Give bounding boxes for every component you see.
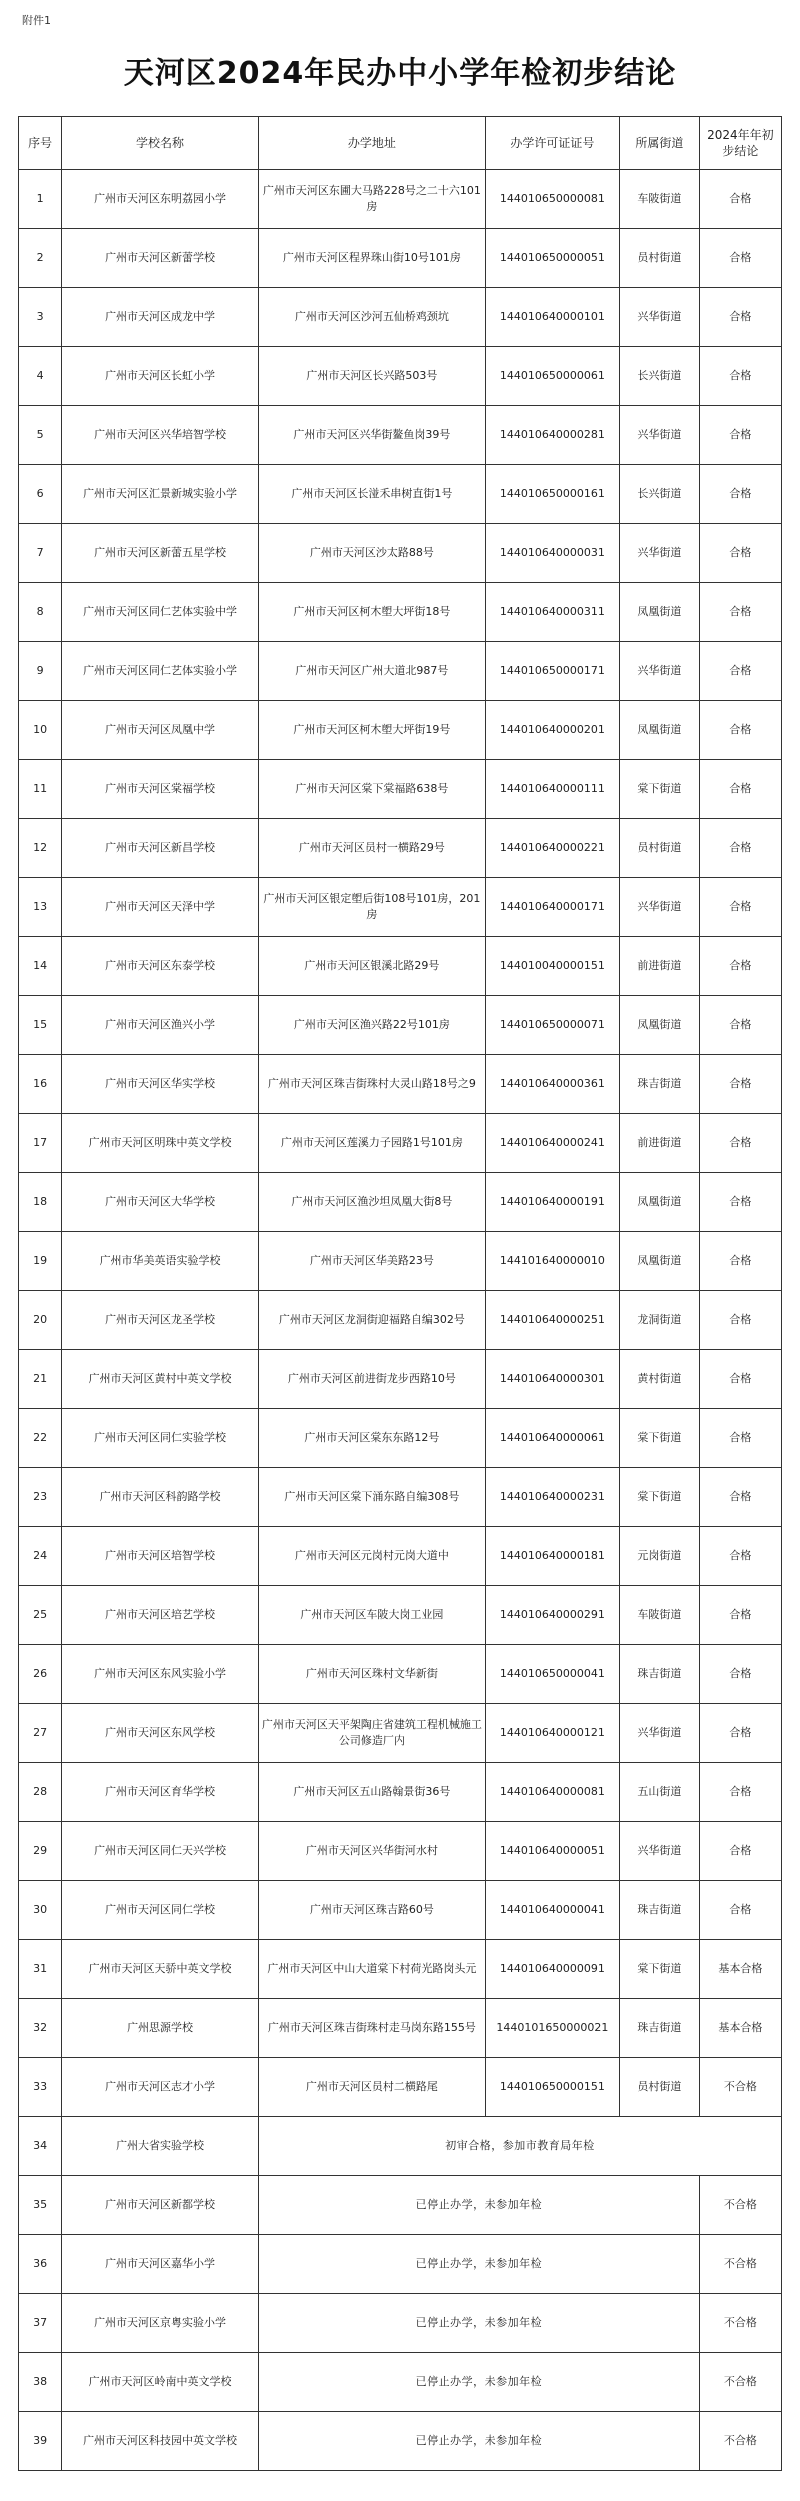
cell-address: 广州市天河区程界珠山街10号101房 bbox=[258, 229, 485, 288]
cell-license: 144010650000071 bbox=[485, 996, 619, 1055]
cell-street: 五山街道 bbox=[619, 1763, 699, 1822]
cell-index: 33 bbox=[19, 2058, 62, 2117]
cell-result: 合格 bbox=[699, 878, 781, 937]
cell-result: 合格 bbox=[699, 347, 781, 406]
cell-address: 广州市天河区珠吉路60号 bbox=[258, 1881, 485, 1940]
cell-license: 144010640000251 bbox=[485, 1291, 619, 1350]
cell-result: 合格 bbox=[699, 1645, 781, 1704]
cell-result: 合格 bbox=[699, 1704, 781, 1763]
cell-address: 广州市天河区银溪北路29号 bbox=[258, 937, 485, 996]
cell-index: 23 bbox=[19, 1468, 62, 1527]
cell-address: 广州市天河区棠下涌东路自编308号 bbox=[258, 1468, 485, 1527]
cell-street: 棠下街道 bbox=[619, 1468, 699, 1527]
table-row bbox=[19, 1527, 782, 1586]
cell-index: 25 bbox=[19, 1586, 62, 1645]
table-row bbox=[19, 1232, 782, 1291]
table-row bbox=[19, 170, 782, 229]
header-index: 序号 bbox=[19, 117, 62, 170]
header-street: 所属街道 bbox=[619, 117, 699, 170]
cell-index: 2 bbox=[19, 229, 62, 288]
cell-index: 29 bbox=[19, 1822, 62, 1881]
table-row bbox=[19, 1822, 782, 1881]
cell-school-name: 广州市天河区同仁艺体实验中学 bbox=[62, 583, 259, 642]
cell-index: 26 bbox=[19, 1645, 62, 1704]
cell-street: 兴华街道 bbox=[619, 1822, 699, 1881]
table-header-row bbox=[19, 117, 782, 170]
cell-school-name: 广州市天河区汇景新城实验小学 bbox=[62, 465, 259, 524]
cell-school-name: 广州市天河区长虹小学 bbox=[62, 347, 259, 406]
cell-school-name: 广州市天河区黄村中英文学校 bbox=[62, 1350, 259, 1409]
cell-street: 珠吉街道 bbox=[619, 1881, 699, 1940]
cell-license: 144101640000010 bbox=[485, 1232, 619, 1291]
cell-street: 兴华街道 bbox=[619, 1704, 699, 1763]
cell-street: 长兴街道 bbox=[619, 465, 699, 524]
cell-result: 不合格 bbox=[699, 2058, 781, 2117]
cell-result: 合格 bbox=[699, 1881, 781, 1940]
cell-address: 广州市天河区棠东东路12号 bbox=[258, 1409, 485, 1468]
cell-index: 11 bbox=[19, 760, 62, 819]
cell-index: 28 bbox=[19, 1763, 62, 1822]
cell-result: 合格 bbox=[699, 465, 781, 524]
cell-license: 144010640000301 bbox=[485, 1350, 619, 1409]
cell-license: 144010650000041 bbox=[485, 1645, 619, 1704]
cell-result: 基本合格 bbox=[699, 1940, 781, 1999]
cell-result: 合格 bbox=[699, 1291, 781, 1350]
cell-street: 凤凰街道 bbox=[619, 1173, 699, 1232]
cell-license: 144010650000151 bbox=[485, 2058, 619, 2117]
cell-index: 21 bbox=[19, 1350, 62, 1409]
cell-school-name: 广州大省实验学校 bbox=[62, 2117, 259, 2176]
cell-index: 22 bbox=[19, 1409, 62, 1468]
table-row bbox=[19, 1881, 782, 1940]
cell-result: 合格 bbox=[699, 1173, 781, 1232]
cell-index: 24 bbox=[19, 1527, 62, 1586]
cell-school-name: 广州市天河区东风实验小学 bbox=[62, 1645, 259, 1704]
cell-index: 30 bbox=[19, 1881, 62, 1940]
cell-note: 已停止办学，未参加年检 bbox=[258, 2353, 699, 2412]
cell-index: 34 bbox=[19, 2117, 62, 2176]
table-body bbox=[19, 170, 782, 2471]
cell-address: 广州市天河区广州大道北987号 bbox=[258, 642, 485, 701]
cell-school-name: 广州市天河区京粤实验小学 bbox=[62, 2294, 259, 2353]
cell-license: 144010640000181 bbox=[485, 1527, 619, 1586]
table-row bbox=[19, 1645, 782, 1704]
cell-school-name: 广州市天河区同仁实验学校 bbox=[62, 1409, 259, 1468]
cell-address: 广州市天河区长兴路503号 bbox=[258, 347, 485, 406]
table-row bbox=[19, 996, 782, 1055]
cell-index: 8 bbox=[19, 583, 62, 642]
cell-license: 144010640000081 bbox=[485, 1763, 619, 1822]
cell-result: 合格 bbox=[699, 524, 781, 583]
cell-school-name: 广州市天河区科韵路学校 bbox=[62, 1468, 259, 1527]
cell-license: 1440101650000021 bbox=[485, 1999, 619, 2058]
cell-result: 合格 bbox=[699, 1114, 781, 1173]
table-row bbox=[19, 1763, 782, 1822]
cell-street: 兴华街道 bbox=[619, 288, 699, 347]
cell-street: 兴华街道 bbox=[619, 878, 699, 937]
cell-index: 9 bbox=[19, 642, 62, 701]
cell-index: 10 bbox=[19, 701, 62, 760]
cell-index: 4 bbox=[19, 347, 62, 406]
cell-address: 广州市天河区东圃大马路228号之二十六101房 bbox=[258, 170, 485, 229]
cell-school-name: 广州市天河区育华学校 bbox=[62, 1763, 259, 1822]
cell-school-name: 广州市天河区天骄中英文学校 bbox=[62, 1940, 259, 1999]
cell-school-name: 广州市天河区渔兴小学 bbox=[62, 996, 259, 1055]
cell-school-name: 广州市华美英语实验学校 bbox=[62, 1232, 259, 1291]
table-row bbox=[19, 406, 782, 465]
cell-license: 144010640000031 bbox=[485, 524, 619, 583]
cell-school-name: 广州市天河区棠福学校 bbox=[62, 760, 259, 819]
cell-license: 144010640000191 bbox=[485, 1173, 619, 1232]
cell-note: 已停止办学，未参加年检 bbox=[258, 2294, 699, 2353]
table-row bbox=[19, 1291, 782, 1350]
cell-license: 144010640000111 bbox=[485, 760, 619, 819]
table-row bbox=[19, 1704, 782, 1763]
cell-index: 39 bbox=[19, 2412, 62, 2471]
cell-street: 员村街道 bbox=[619, 819, 699, 878]
table-row bbox=[19, 1409, 782, 1468]
cell-address: 广州市天河区沙河五仙桥鸡颈坑 bbox=[258, 288, 485, 347]
cell-school-name: 广州市天河区新蕾学校 bbox=[62, 229, 259, 288]
cell-school-name: 广州市天河区培艺学校 bbox=[62, 1586, 259, 1645]
cell-index: 36 bbox=[19, 2235, 62, 2294]
cell-address: 广州市天河区渔兴路22号101房 bbox=[258, 996, 485, 1055]
table-row bbox=[19, 2353, 782, 2412]
cell-school-name: 广州市天河区华实学校 bbox=[62, 1055, 259, 1114]
cell-result: 合格 bbox=[699, 1232, 781, 1291]
cell-note: 已停止办学，未参加年检 bbox=[258, 2235, 699, 2294]
cell-result: 不合格 bbox=[699, 2235, 781, 2294]
cell-note: 已停止办学，未参加年检 bbox=[258, 2412, 699, 2471]
cell-street: 车陂街道 bbox=[619, 170, 699, 229]
cell-school-name: 广州市天河区新蕾五星学校 bbox=[62, 524, 259, 583]
cell-school-name: 广州思源学校 bbox=[62, 1999, 259, 2058]
cell-school-name: 广州市天河区培智学校 bbox=[62, 1527, 259, 1586]
cell-address: 广州市天河区棠下棠福路638号 bbox=[258, 760, 485, 819]
cell-address: 广州市天河区中山大道棠下村荷光路岗头元 bbox=[258, 1940, 485, 1999]
cell-license: 144010640000201 bbox=[485, 701, 619, 760]
cell-index: 35 bbox=[19, 2176, 62, 2235]
cell-result: 合格 bbox=[699, 996, 781, 1055]
cell-school-name: 广州市天河区兴华培智学校 bbox=[62, 406, 259, 465]
cell-index: 5 bbox=[19, 406, 62, 465]
cell-result: 合格 bbox=[699, 583, 781, 642]
cell-school-name: 广州市天河区天泽中学 bbox=[62, 878, 259, 937]
page-title: 天河区2024年民办中小学年检初步结论 bbox=[123, 56, 677, 91]
cell-index: 7 bbox=[19, 524, 62, 583]
inspection-table bbox=[18, 116, 782, 2471]
cell-license: 144010650000081 bbox=[485, 170, 619, 229]
cell-address: 广州市天河区珠吉街珠村走马岗东路155号 bbox=[258, 1999, 485, 2058]
table-row bbox=[19, 1114, 782, 1173]
cell-result: 合格 bbox=[699, 819, 781, 878]
cell-result: 合格 bbox=[699, 760, 781, 819]
cell-address: 广州市天河区莲溪力子园路1号101房 bbox=[258, 1114, 485, 1173]
cell-street: 兴华街道 bbox=[619, 642, 699, 701]
cell-address: 广州市天河区车陂大岗工业园 bbox=[258, 1586, 485, 1645]
cell-address: 广州市天河区珠吉街珠村大灵山路18号之9 bbox=[258, 1055, 485, 1114]
cell-school-name: 广州市天河区岭南中英文学校 bbox=[62, 2353, 259, 2412]
cell-license: 144010640000101 bbox=[485, 288, 619, 347]
cell-license: 144010640000041 bbox=[485, 1881, 619, 1940]
cell-result: 合格 bbox=[699, 1763, 781, 1822]
cell-address: 广州市天河区华美路23号 bbox=[258, 1232, 485, 1291]
cell-street: 元岗街道 bbox=[619, 1527, 699, 1586]
cell-license: 144010640000291 bbox=[485, 1586, 619, 1645]
cell-address: 广州市天河区天平架陶庄省建筑工程机械施工公司修造厂内 bbox=[258, 1704, 485, 1763]
table-row bbox=[19, 1999, 782, 2058]
cell-index: 19 bbox=[19, 1232, 62, 1291]
cell-result: 合格 bbox=[699, 1350, 781, 1409]
cell-index: 16 bbox=[19, 1055, 62, 1114]
cell-note: 初审合格，参加市教育局年检 bbox=[258, 2117, 781, 2176]
cell-license: 144010040000151 bbox=[485, 937, 619, 996]
cell-school-name: 广州市天河区成龙中学 bbox=[62, 288, 259, 347]
cell-index: 17 bbox=[19, 1114, 62, 1173]
cell-result: 合格 bbox=[699, 1409, 781, 1468]
table-row bbox=[19, 937, 782, 996]
table-row bbox=[19, 288, 782, 347]
cell-result: 合格 bbox=[699, 1527, 781, 1586]
cell-address: 广州市天河区员村一横路29号 bbox=[258, 819, 485, 878]
cell-street: 黄村街道 bbox=[619, 1350, 699, 1409]
cell-address: 广州市天河区兴华街河水村 bbox=[258, 1822, 485, 1881]
table-row bbox=[19, 2058, 782, 2117]
cell-result: 不合格 bbox=[699, 2353, 781, 2412]
cell-result: 不合格 bbox=[699, 2294, 781, 2353]
cell-school-name: 广州市天河区东明荔园小学 bbox=[62, 170, 259, 229]
cell-address: 广州市天河区银定塱后街108号101房，201房 bbox=[258, 878, 485, 937]
cell-address: 广州市天河区兴华街鳌鱼岗39号 bbox=[258, 406, 485, 465]
cell-index: 32 bbox=[19, 1999, 62, 2058]
cell-address: 广州市天河区长湴禾串树直街1号 bbox=[258, 465, 485, 524]
cell-index: 12 bbox=[19, 819, 62, 878]
cell-index: 37 bbox=[19, 2294, 62, 2353]
cell-street: 凤凰街道 bbox=[619, 701, 699, 760]
cell-school-name: 广州市天河区志才小学 bbox=[62, 2058, 259, 2117]
cell-school-name: 广州市天河区同仁学校 bbox=[62, 1881, 259, 1940]
header-school-name: 学校名称 bbox=[62, 117, 259, 170]
cell-address: 广州市天河区珠村文华新街 bbox=[258, 1645, 485, 1704]
cell-school-name: 广州市天河区同仁艺体实验小学 bbox=[62, 642, 259, 701]
cell-school-name: 广州市天河区同仁天兴学校 bbox=[62, 1822, 259, 1881]
cell-license: 144010640000241 bbox=[485, 1114, 619, 1173]
cell-index: 15 bbox=[19, 996, 62, 1055]
cell-license: 144010640000121 bbox=[485, 1704, 619, 1763]
cell-street: 龙洞街道 bbox=[619, 1291, 699, 1350]
cell-street: 珠吉街道 bbox=[619, 1999, 699, 2058]
cell-index: 20 bbox=[19, 1291, 62, 1350]
table-row bbox=[19, 347, 782, 406]
cell-result: 合格 bbox=[699, 701, 781, 760]
cell-result: 合格 bbox=[699, 229, 781, 288]
table-row bbox=[19, 2235, 782, 2294]
table-row bbox=[19, 819, 782, 878]
cell-license: 144010650000161 bbox=[485, 465, 619, 524]
cell-school-name: 广州市天河区大华学校 bbox=[62, 1173, 259, 1232]
cell-license: 144010640000061 bbox=[485, 1409, 619, 1468]
cell-index: 1 bbox=[19, 170, 62, 229]
table-row bbox=[19, 760, 782, 819]
cell-license: 144010640000281 bbox=[485, 406, 619, 465]
cell-address: 广州市天河区柯木塱大坪街19号 bbox=[258, 701, 485, 760]
table-row bbox=[19, 229, 782, 288]
cell-school-name: 广州市天河区科技园中英文学校 bbox=[62, 2412, 259, 2471]
cell-street: 珠吉街道 bbox=[619, 1645, 699, 1704]
header-address: 办学地址 bbox=[258, 117, 485, 170]
cell-result: 合格 bbox=[699, 1586, 781, 1645]
table-row bbox=[19, 2176, 782, 2235]
cell-street: 棠下街道 bbox=[619, 760, 699, 819]
cell-address: 广州市天河区沙太路88号 bbox=[258, 524, 485, 583]
cell-result: 基本合格 bbox=[699, 1999, 781, 2058]
cell-street: 珠吉街道 bbox=[619, 1055, 699, 1114]
cell-license: 144010650000171 bbox=[485, 642, 619, 701]
cell-school-name: 广州市天河区新昌学校 bbox=[62, 819, 259, 878]
cell-address: 广州市天河区渔沙坦凤凰大街8号 bbox=[258, 1173, 485, 1232]
cell-license: 144010640000051 bbox=[485, 1822, 619, 1881]
table-row bbox=[19, 2412, 782, 2471]
cell-street: 长兴街道 bbox=[619, 347, 699, 406]
cell-school-name: 广州市天河区东泰学校 bbox=[62, 937, 259, 996]
table-row bbox=[19, 1586, 782, 1645]
header-result: 2024年年初步结论 bbox=[699, 117, 781, 170]
table-row bbox=[19, 2117, 782, 2176]
cell-index: 18 bbox=[19, 1173, 62, 1232]
cell-address: 广州市天河区柯木塱大坪街18号 bbox=[258, 583, 485, 642]
cell-license: 144010650000051 bbox=[485, 229, 619, 288]
table-row bbox=[19, 524, 782, 583]
cell-index: 14 bbox=[19, 937, 62, 996]
header-license: 办学许可证证号 bbox=[485, 117, 619, 170]
cell-street: 兴华街道 bbox=[619, 406, 699, 465]
table-row bbox=[19, 878, 782, 937]
cell-address: 广州市天河区前进街龙步西路10号 bbox=[258, 1350, 485, 1409]
cell-index: 13 bbox=[19, 878, 62, 937]
table-row bbox=[19, 1940, 782, 1999]
cell-license: 144010640000091 bbox=[485, 1940, 619, 1999]
cell-school-name: 广州市天河区嘉华小学 bbox=[62, 2235, 259, 2294]
cell-street: 员村街道 bbox=[619, 229, 699, 288]
cell-result: 不合格 bbox=[699, 2412, 781, 2471]
cell-result: 合格 bbox=[699, 288, 781, 347]
table-row bbox=[19, 583, 782, 642]
cell-school-name: 广州市天河区明珠中英文学校 bbox=[62, 1114, 259, 1173]
cell-address: 广州市天河区元岗村元岗大道中 bbox=[258, 1527, 485, 1586]
cell-note: 已停止办学，未参加年检 bbox=[258, 2176, 699, 2235]
cell-license: 144010640000221 bbox=[485, 819, 619, 878]
table-row bbox=[19, 1173, 782, 1232]
cell-street: 棠下街道 bbox=[619, 1409, 699, 1468]
cell-street: 车陂街道 bbox=[619, 1586, 699, 1645]
cell-result: 合格 bbox=[699, 642, 781, 701]
cell-street: 棠下街道 bbox=[619, 1940, 699, 1999]
cell-index: 3 bbox=[19, 288, 62, 347]
table-row bbox=[19, 701, 782, 760]
cell-result: 不合格 bbox=[699, 2176, 781, 2235]
cell-result: 合格 bbox=[699, 1468, 781, 1527]
cell-street: 兴华街道 bbox=[619, 524, 699, 583]
cell-result: 合格 bbox=[699, 406, 781, 465]
cell-result: 合格 bbox=[699, 1822, 781, 1881]
table-row bbox=[19, 1468, 782, 1527]
cell-street: 前进街道 bbox=[619, 937, 699, 996]
cell-result: 合格 bbox=[699, 170, 781, 229]
table-row bbox=[19, 1350, 782, 1409]
cell-address: 广州市天河区龙洞街迎福路自编302号 bbox=[258, 1291, 485, 1350]
table-row bbox=[19, 642, 782, 701]
cell-index: 6 bbox=[19, 465, 62, 524]
cell-license: 144010640000311 bbox=[485, 583, 619, 642]
cell-street: 凤凰街道 bbox=[619, 583, 699, 642]
cell-school-name: 广州市天河区新都学校 bbox=[62, 2176, 259, 2235]
cell-street: 凤凰街道 bbox=[619, 996, 699, 1055]
cell-index: 31 bbox=[19, 1940, 62, 1999]
cell-license: 144010650000061 bbox=[485, 347, 619, 406]
cell-address: 广州市天河区员村二横路尾 bbox=[258, 2058, 485, 2117]
cell-street: 前进街道 bbox=[619, 1114, 699, 1173]
cell-index: 38 bbox=[19, 2353, 62, 2412]
cell-school-name: 广州市天河区东风学校 bbox=[62, 1704, 259, 1763]
attachment-label: 附件1 bbox=[22, 14, 51, 27]
cell-license: 144010640000171 bbox=[485, 878, 619, 937]
table-row bbox=[19, 465, 782, 524]
cell-address: 广州市天河区五山路翰景街36号 bbox=[258, 1763, 485, 1822]
cell-license: 144010640000361 bbox=[485, 1055, 619, 1114]
cell-school-name: 广州市天河区龙圣学校 bbox=[62, 1291, 259, 1350]
cell-school-name: 广州市天河区凤凰中学 bbox=[62, 701, 259, 760]
table-row bbox=[19, 2294, 782, 2353]
cell-result: 合格 bbox=[699, 937, 781, 996]
cell-street: 员村街道 bbox=[619, 2058, 699, 2117]
table-row bbox=[19, 1055, 782, 1114]
cell-index: 27 bbox=[19, 1704, 62, 1763]
cell-result: 合格 bbox=[699, 1055, 781, 1114]
cell-license: 144010640000231 bbox=[485, 1468, 619, 1527]
cell-street: 凤凰街道 bbox=[619, 1232, 699, 1291]
